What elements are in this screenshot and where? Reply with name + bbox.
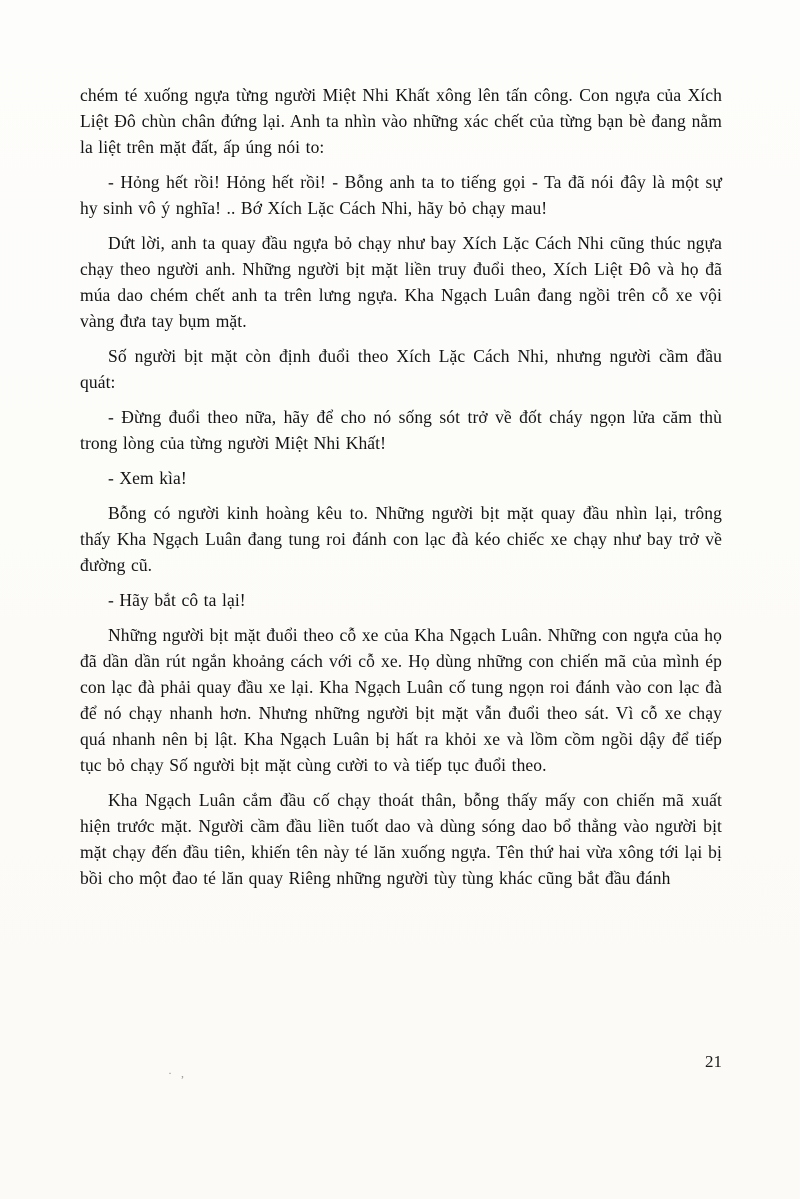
- page-text-block: [80, 82, 722, 900]
- paragraph: Dứt lời, anh ta quay đầu ngựa bỏ chạy như bay Xích Lặc Cách Nhi cũng thúc ngựa chạy theo người anh. Những người bịt mặt liền truy đuổi theo, Xích Liệt Đô và họ đã múa dao chém chết anh ta trên lưng ngựa. Kha Ngạch Luân đang ngồi trên cỗ xe vội vàng đưa tay bụm mặt.: [80, 233, 722, 331]
- paragraph: Bỗng có người kinh hoàng kêu to. Những người bịt mặt quay đầu nhìn lại, trông thấy Kha Ngạch Luân đang tung roi đánh con lạc đà kéo chiếc xe chạy như bay trở về đường cũ.: [80, 503, 722, 575]
- dialogue-paragraph: - Hãy bắt cô ta lại!: [108, 590, 246, 610]
- paragraph: chém té xuống ngựa từng người Miệt Nhi Khất xông lên tấn công. Con ngựa của Xích Liệt Đô chùn chân đứng lại. Anh ta nhìn vào những xác chết của từng bạn bè đang nằm la liệt trên mặt đất, ấp úng nói to:: [80, 85, 722, 157]
- dialogue-paragraph: - Xem kìa!: [108, 468, 187, 488]
- dialogue-paragraph: - Hỏng hết rồi! Hỏng hết rồi! - Bỗng anh ta to tiếng gọi - Ta đã nói đây là một sự hy sinh vô ý nghĩa! .. Bớ Xích Lặc Cách Nhi, hãy bỏ chạy mau!: [80, 172, 722, 218]
- page-number: 21: [705, 1052, 722, 1071]
- paragraph: Những người bịt mặt đuổi theo cỗ xe của Kha Ngạch Luân. Những con ngựa của họ đã dần dần rút ngắn khoảng cách với cỗ xe. Họ dùng những con chiến mã của mình ép con lạc đà phải quay đầu xe lại. Kha Ngạch Luân cố tung ngọn roi đánh vào con lạc đà để nó chạy nhanh hơn. Nhưng những người bịt mặt vẫn đuổi theo sát. Vì cỗ xe chạy quá nhanh nên bị lật. Kha Ngạch Luân bị hất ra khỏi xe và lồm cồm ngồi dậy để tiếp tục bỏ chạy Số người bịt mặt cùng cười to và tiếp tục đuổi theo.: [80, 625, 722, 775]
- dialogue-paragraph: - Đừng đuổi theo nữa, hãy để cho nó sống sót trở về đốt cháy ngọn lửa căm thù trong lòng của từng người Miệt Nhi Khất!: [80, 407, 722, 453]
- paragraph: Kha Ngạch Luân cắm đầu cố chạy thoát thân, bỗng thấy mấy con chiến mã xuất hiện trước mặt. Người cầm đầu liền tuốt dao và dùng sóng dao bổ thẳng vào người bịt mặt chạy đến đầu tiên, khiến tên này té lăn xuống ngựa. Tên thứ hai vừa xông tới lại bị bồi cho một đao té lăn quay Riêng những người tùy tùng khác cũng bắt đầu đánh: [80, 790, 722, 888]
- paragraph: Số người bịt mặt còn định đuổi theo Xích Lặc Cách Nhi, nhưng người cầm đầu quát:: [80, 346, 722, 392]
- scan-artifact-mark: · ,: [168, 1066, 187, 1080]
